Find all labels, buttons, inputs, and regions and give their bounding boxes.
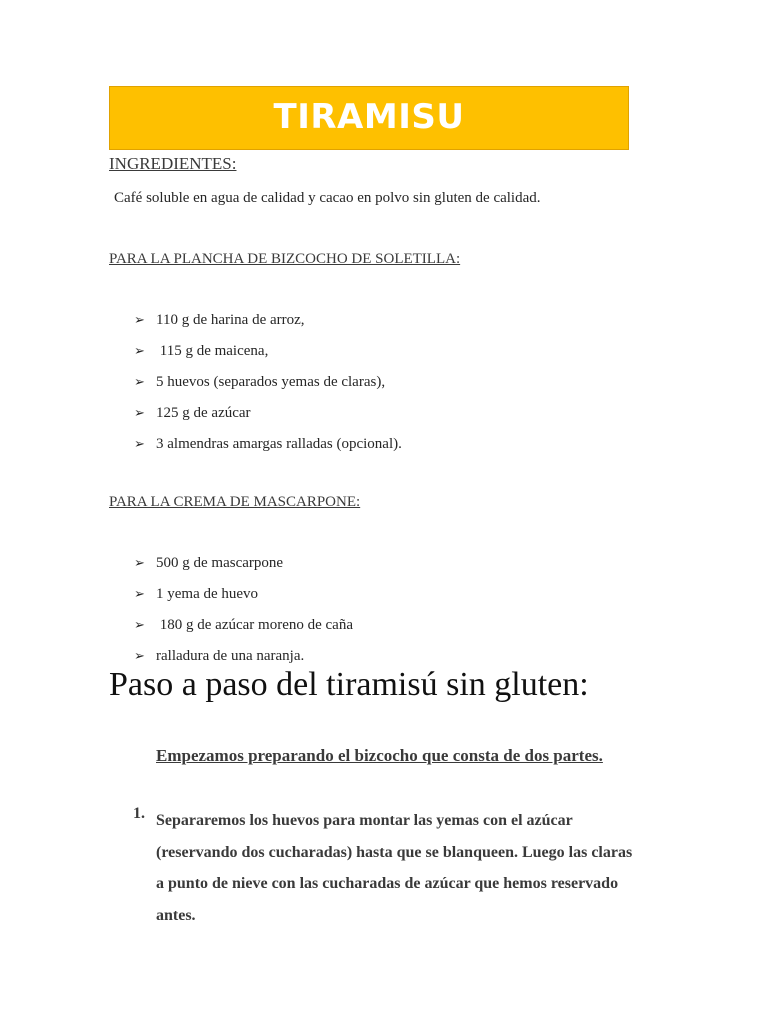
arrow-bullet-icon: ➢ — [134, 375, 145, 390]
arrow-bullet-icon: ➢ — [134, 618, 145, 633]
arrow-bullet-icon: ➢ — [134, 437, 145, 452]
list-item: ➢ 5 huevos (separados yemas de claras), — [134, 372, 402, 403]
arrow-bullet-icon: ➢ — [134, 649, 145, 664]
arrow-bullet-icon: ➢ — [134, 556, 145, 571]
step-number: 1. — [133, 805, 145, 822]
list-item: ➢ ralladura de una naranja. — [134, 646, 353, 677]
step-text: Separaremos los huevos para montar las yemas con el azúcar (reservando dos cucharadas) hasta que se blanqueen. Luego las claras a punto de nieve con las cucharadas de azúcar que hemos reservado antes. — [156, 812, 633, 924]
ingredients-note: Café soluble en agua de calidad y cacao en polvo sin gluten de calidad. — [114, 190, 541, 206]
list-item: ➢ 125 g de azúcar — [134, 403, 402, 434]
list-item: ➢ 180 g de azúcar moreno de caña — [134, 615, 353, 646]
ingredients-heading: INGREDIENTES: — [109, 154, 237, 173]
cream-section-heading: PARA LA CREMA DE MASCARPONE: — [109, 494, 361, 510]
title-banner — [109, 86, 629, 150]
recipe-title: TIRAMISU — [273, 97, 465, 137]
cream-ingredient-list — [134, 553, 353, 677]
steps-subheading: Empezamos preparando el bizcocho que consta de dos partes. — [156, 746, 603, 765]
arrow-bullet-icon: ➢ — [134, 587, 145, 602]
list-item: ➢ 1 yema de huevo — [134, 584, 353, 615]
sponge-ingredient-list — [134, 310, 402, 465]
sponge-section-heading: PARA LA PLANCHA DE BIZCOCHO DE SOLETILLA: — [109, 251, 461, 267]
list-item: ➢ 110 g de harina de arroz, — [134, 310, 402, 341]
steps-title: Paso a paso del tiramisú sin gluten: — [109, 666, 589, 703]
arrow-bullet-icon: ➢ — [134, 313, 145, 328]
arrow-bullet-icon: ➢ — [134, 406, 145, 421]
list-item: ➢ 115 g de maicena, — [134, 341, 402, 372]
list-item: ➢ 3 almendras amargas ralladas (opcional). — [134, 434, 402, 465]
arrow-bullet-icon: ➢ — [134, 344, 145, 359]
list-item: ➢ 500 g de mascarpone — [134, 553, 353, 584]
